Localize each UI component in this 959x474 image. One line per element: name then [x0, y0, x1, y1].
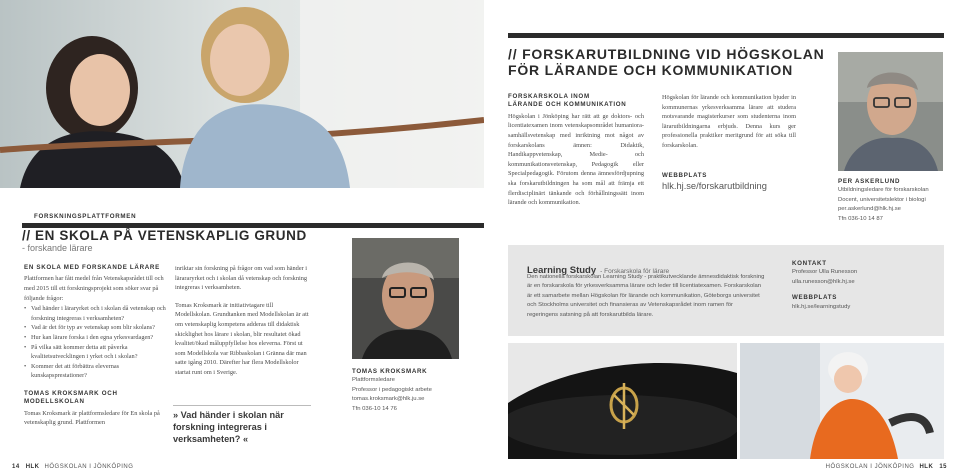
pull-quote: [173, 405, 311, 445]
person-name: TOMAS KROKSMARK: [352, 368, 428, 375]
learning-study-body: Den nationella forskarskolan Learning Study - praktikutvecklande ämnesdidaktisk forskning är en forskarskola för yrkesverksamma lärare och leder till licentiatexamen. Forskarskolan är ett samarbete mellan Högskolan för lärande och kommunikation, Göteborgs universitet och Stockholms universitet och finansieras av Vetenskapsrådet inom ramen för regeringens satsning på att forskarutbilda lärare.: [527, 274, 765, 318]
pull-quote-text: » Vad händer i skolan när forskning integreras i verksamheten? «: [173, 410, 284, 444]
person-role: Plattformsledare: [352, 377, 395, 384]
footer-brand: HLK: [919, 464, 934, 470]
photo-student-cap-badge: [508, 343, 737, 459]
forskarskola-body: Högskolan i Jönköping har rätt att ge doktors- och licentiatexamen inom vetenskapsområdet humaniora-samhällsvetenskap med inriktning mot något av forskarskolans ämnen: Didaktik, Handikappvetenskap, Medie- och kommunikationsvetenskap, Pedagogik eller Specialpedagogik. Förutom denna ämnesfördjupning ska forskarutbildningen ha som mål att främja ett flerdisciplinärt tänkande och förhållningssätt inom lärande och kommunikation.: [508, 112, 644, 207]
col2-invitation: Högskolan för lärande och kommunikation bjuder in kommunernas yrkesverksamma lärare att studera motsvarande magisterkurser som studenterna inom lärarutbildningarna erbjuds. Denna kurs ger professionella praktiker meritgrund för att söka till forskarskolan.: [662, 94, 796, 149]
learning-study-title: Learning Study: [527, 265, 597, 276]
left-column-2: [175, 264, 310, 378]
hero-photo-two-women: [0, 0, 484, 188]
right-headline-line1: // FORSKARUTBILDNING VID HÖGSKOLAN: [508, 46, 825, 62]
box-web-link[interactable]: hlk.hj.se/learningstudy: [792, 303, 851, 310]
kroksmark-heading-line2: MODELLSKOLAN: [24, 398, 85, 406]
left-headline: // EN SKOLA PÅ VETENSKAPLIG GRUND: [22, 228, 307, 243]
portrait-per-askerlund: [838, 52, 943, 171]
person-phone: Tfn 036-10 14 87: [838, 215, 883, 222]
page-number: 15: [939, 464, 947, 470]
kroksmark-caption: [352, 368, 472, 414]
right-headline: [508, 47, 825, 78]
page-number: 14: [12, 464, 20, 470]
person-email[interactable]: per.askerlund@hlk.hj.se: [838, 206, 901, 213]
askerlund-caption: [838, 178, 953, 224]
contact-name: Professor Ulla Runesson: [792, 269, 858, 276]
left-column-1: [24, 264, 166, 428]
list-item: • Vad är det för typ av vetenskap som blir skolans?: [24, 323, 166, 333]
kroksmark-body: Tomas Kroksmark är plattformsledare för En skola på vetenskaplig grund. Plattformen: [24, 409, 160, 427]
right-headline-line2: FÖR LÄRANDE OCH KOMMUNIKATION: [508, 61, 794, 78]
contact-email[interactable]: ulla.runesson@hlk.hj.se: [792, 278, 855, 285]
portrait-illustration: [352, 238, 459, 359]
list-item: • Vad händer i läraryrket och i skolan då vetenskap och forskning integreras i verksamheten?: [24, 304, 166, 323]
research-heading: EN SKOLA MED FORSKANDE LÄRARE: [24, 264, 160, 271]
research-questions-list: [24, 304, 166, 381]
photo-child-winter: [740, 343, 944, 459]
child-winter-illustration: [740, 343, 944, 459]
footer-school: HÖGSKOLAN I JÖNKÖPING: [44, 464, 134, 470]
research-intro: Plattformen har fått medel från Vetenskapsrådet till och med 2015 till ett forskningsprojekt som söker svar på följande frågor:: [24, 275, 164, 302]
col2-body-1: inriktar sin forskning på frågor om vad som händer i lärararyrket och i skolan då vetenskap och forskning integreras i verksamheten.: [175, 265, 308, 292]
section-label: FORSKNINGSPLATTFORMEN: [34, 213, 137, 220]
hero-photo-illustration: [0, 0, 484, 188]
learning-study-subtitle: - Forskarskola för lärare: [600, 268, 670, 275]
left-subhead: - forskande lärare: [22, 243, 93, 253]
person-title: Docent, universitetslektor i biologi: [838, 196, 926, 203]
right-footer: [826, 464, 947, 470]
right-column-2: [662, 93, 796, 191]
person-title: Professor i pedagogiskt arbete: [352, 386, 432, 393]
kroksmark-heading-line1: TOMAS KROKSMARK OCH: [24, 389, 118, 397]
list-item: • Kommer det att förbättra elevernas kunskapsprestationer?: [24, 362, 166, 381]
forskarskola-heading-line2: LÄRANDE OCH KOMMUNIKATION: [508, 101, 627, 109]
person-name: PER ASKERLUND: [838, 178, 901, 185]
footer-brand: HLK: [25, 464, 40, 470]
learning-study-box: [508, 245, 944, 336]
headline-bar-right: [508, 33, 944, 38]
cap-badge-illustration: [508, 343, 737, 459]
footer-school: HÖGSKOLAN I JÖNKÖPING: [825, 464, 915, 470]
portrait-illustration: [838, 52, 943, 171]
left-footer: [12, 464, 133, 470]
list-item: • Hur kan lärare forska i den egna yrkesvardagen?: [24, 333, 166, 343]
web-link[interactable]: hlk.hj.se/forskarutbildning: [662, 180, 767, 191]
col2-body-2: Tomas Kroksmark är initiativtagare till Modellskolan. Grundtanken med Modellskolan är att om vetenskaplig kompetens adderas till didaktisk skicklighet hos lärare i skolan, blir resultatet ökad kvalitet/ökad måluppfyllelse hos eleverna. Först ut som Modellskola var Ribbaskolan i Gränna där man satte igång 2010. Därefter har flera Modellskolor startat runt om i Sverige.: [175, 301, 309, 376]
person-email[interactable]: tomas.kroksmark@hlk.ju.se: [352, 396, 425, 403]
right-column-1: [508, 93, 644, 208]
person-phone: Tfn 036-10 14 76: [352, 405, 397, 412]
portrait-tomas-kroksmark: [352, 238, 459, 359]
list-item: • På vilka sätt kommer detta att påverka kvalitetsutvecklingen i yrket och i skolan?: [24, 343, 166, 362]
forskarskola-heading-line1: FORSKARSKOLA INOM: [508, 93, 590, 100]
box-web-label: WEBBPLATS: [792, 294, 838, 302]
web-label: WEBBPLATS: [662, 171, 708, 179]
person-role: Utbildningsledare för forskarskolan: [838, 187, 929, 194]
learning-study-contact: [792, 260, 932, 312]
contact-label: KONTAKT: [792, 260, 827, 267]
